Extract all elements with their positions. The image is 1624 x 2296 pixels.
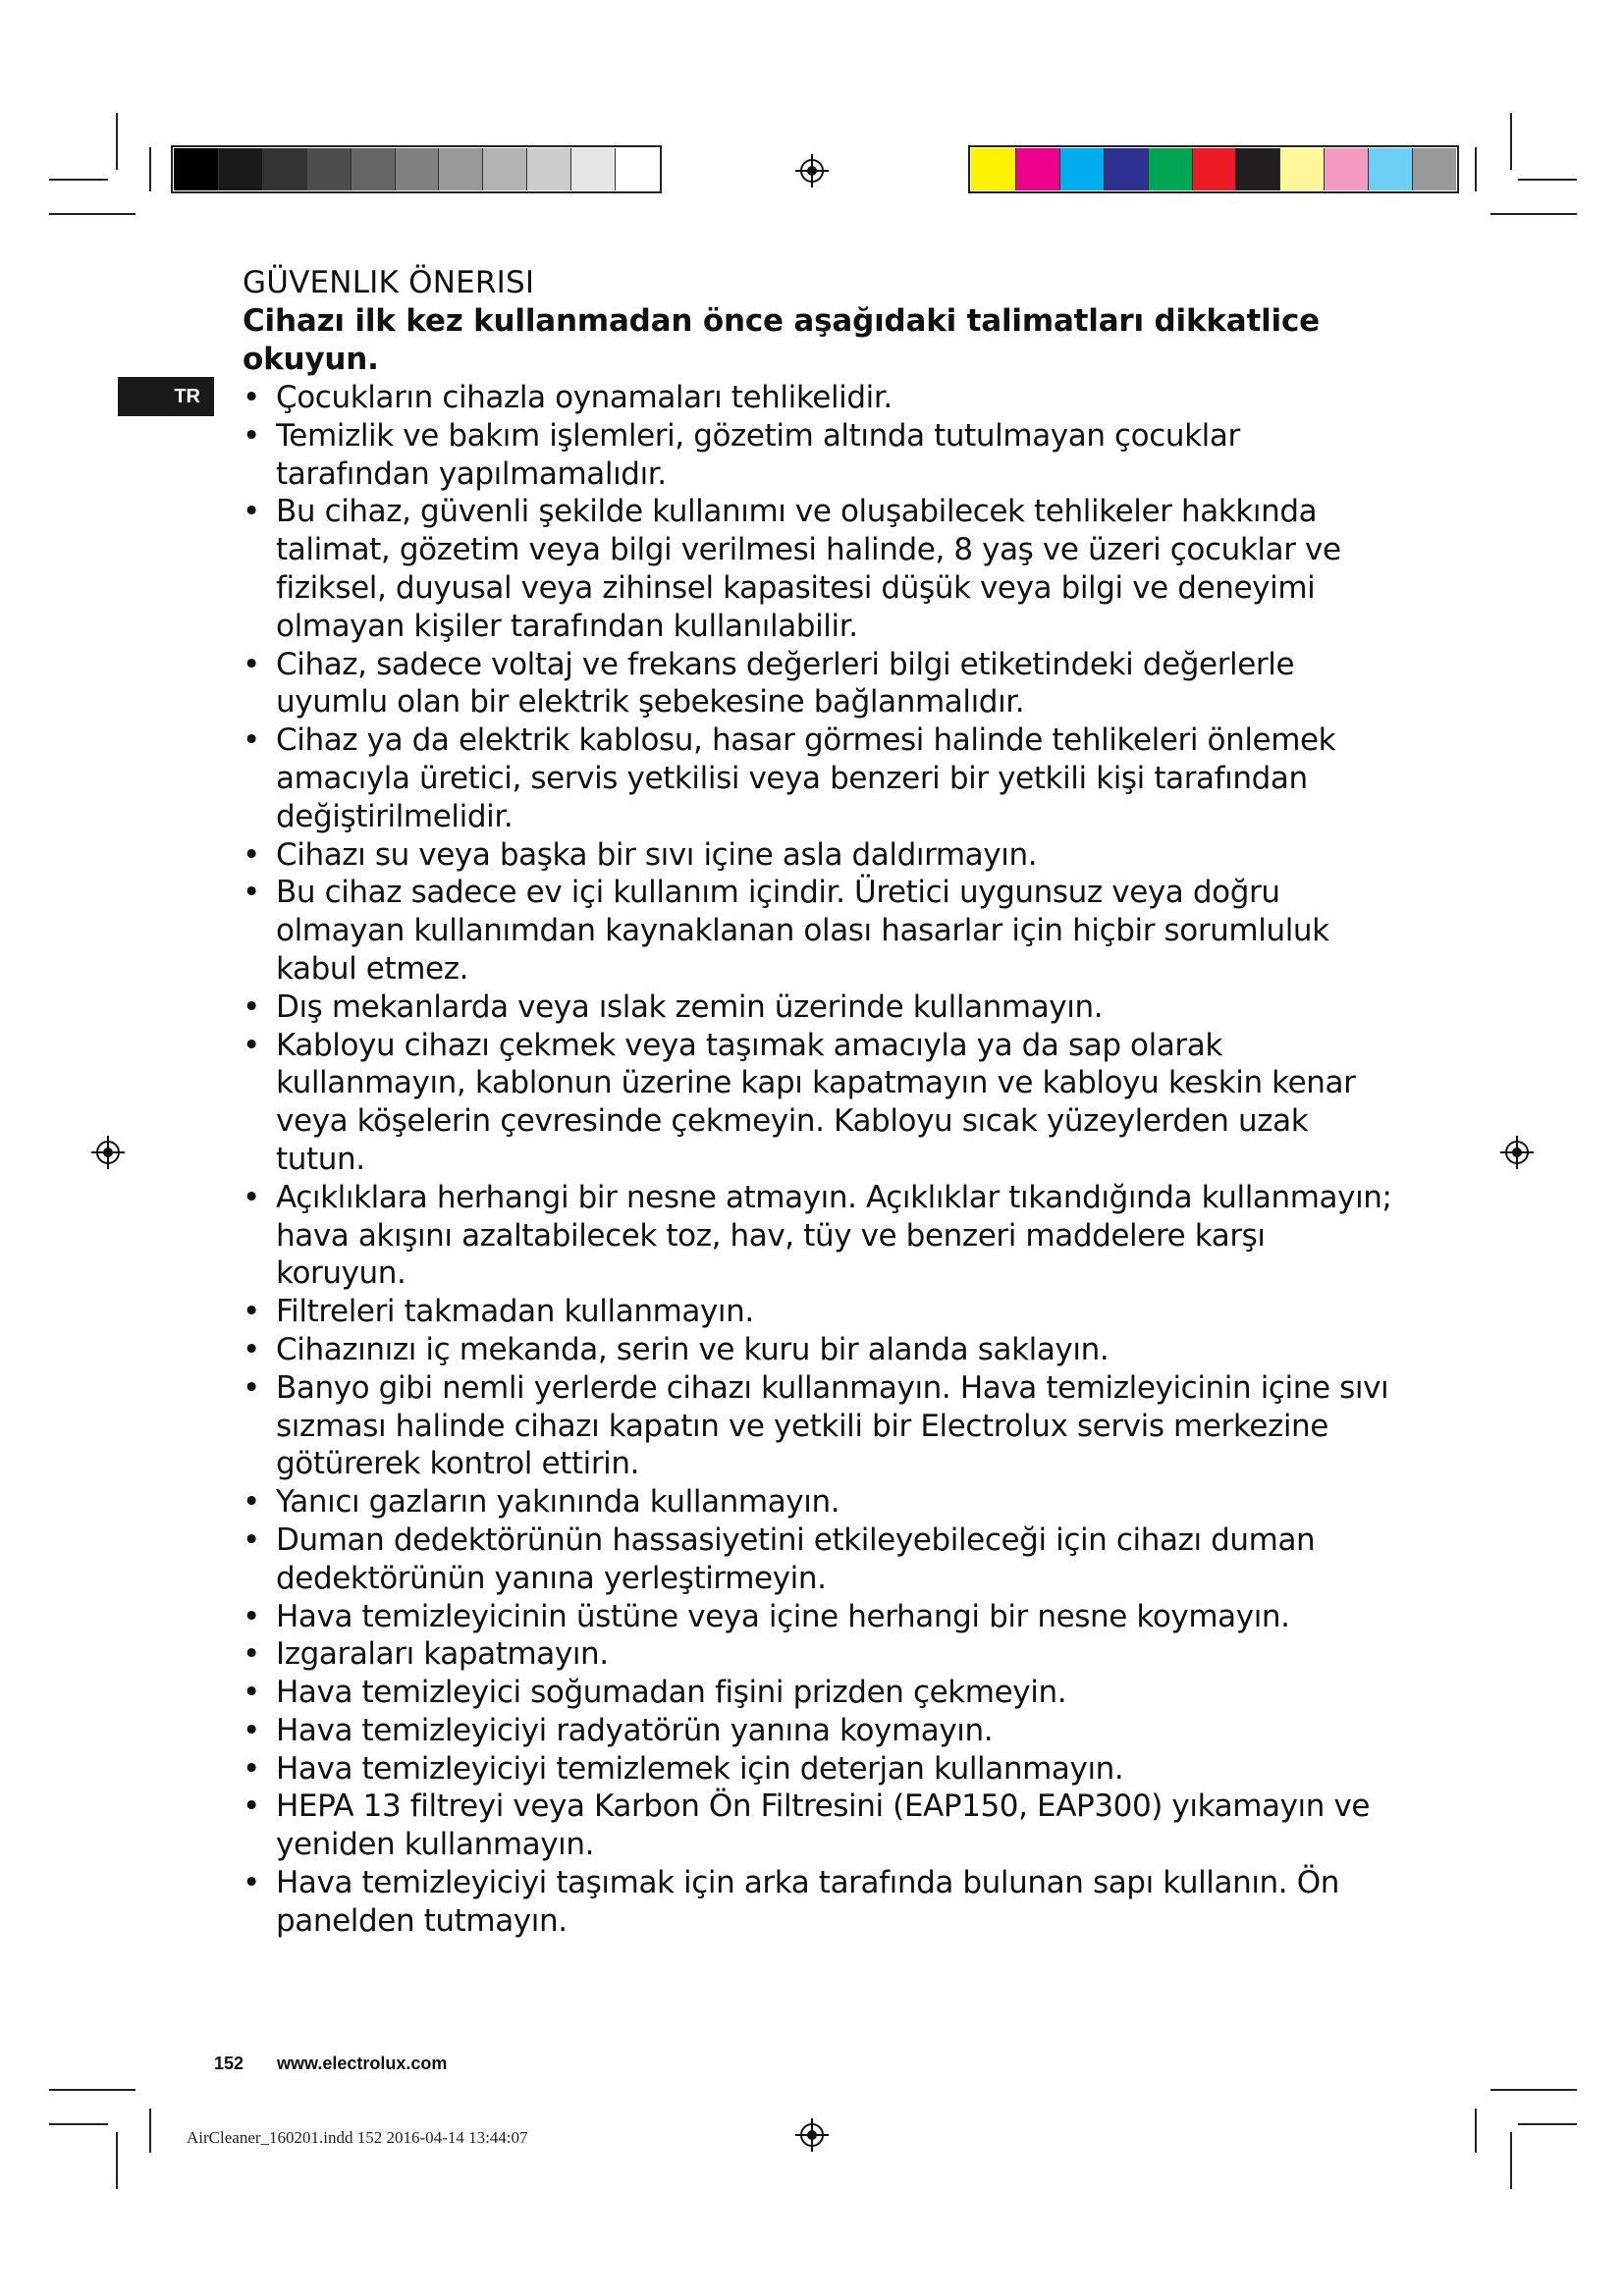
gray-swatch [570,148,615,190]
list-item: • Bu cihaz, güvenli şekilde kullanımı ve oluşabilecek tehlikeler hakkında talimat, gözetim veya bilgi verilmesi halinde, 8 yaş ve üzeri çocuklar ve fiziksel, duyusal veya zihinsel kapasitesi düşük veya bilgi ve deneyimi olmayan kişiler tarafından kullanılabilir. [243,493,1401,645]
list-item: • Cihaz, sadece voltaj ve frekans değerleri bilgi etiketindeki değerlerle uyumlu olan bir elektrik şebekesine bağlanmalıdır. [243,646,1401,722]
list-item: • Hava temizleyiciyi taşımak için arka tarafında bulunan sapı kullanın. Ön panelden tutmayın. [243,1864,1401,1941]
gray-swatch [526,148,570,190]
list-item: • Çocukların cihazla oynamaları tehlikelidir. [243,379,1401,417]
gray-swatch [174,148,218,190]
color-swatch [1148,148,1192,190]
gray-swatch [482,148,526,190]
color-swatch [1279,148,1324,190]
list-item: • Yanıcı gazların yakınında kullanmayın. [243,1483,1401,1522]
registration-mark-icon [91,1136,125,1169]
list-item: • Cihazınızı iç mekanda, serin ve kuru bir alanda saklayın. [243,1331,1401,1369]
list-item: • Hava temizleyicinin üstüne veya içine herhangi bir nesne koymayın. [243,1598,1401,1636]
list-item: • Filtreleri takmadan kullanmayın. [243,1293,1401,1331]
section-heading: GÜVENLIK ÖNERISI [243,265,535,300]
list-item: • Cihazı su veya başka bir sıvı içine asla daldırmayın. [243,836,1401,875]
list-item: • HEPA 13 filtreyi veya Karbon Ön Filtresini (EAP150, EAP300) yıkamayın ve yeniden kullanmayın. [243,1788,1401,1864]
list-item: • Izgaraları kapatmayın. [243,1635,1401,1674]
footer-url: www.electrolux.com [277,2054,448,2073]
safety-list [243,379,1401,1941]
list-item: • Dış mekanlarda veya ıslak zemin üzerinde kullanmayın. [243,988,1401,1027]
color-swatch [1412,148,1456,190]
language-badge: TR [118,377,214,416]
page-number: 152 [214,2054,244,2073]
gray-swatch [306,148,351,190]
color-swatch [971,148,1015,190]
list-item: • Banyo gibi nemli yerlerde cihazı kullanmayın. Hava temizleyicinin içine sıvı sızması halinde cihazı kapatın ve yetkili bir Electrolux servis merkezine götürerek kontrol ettirin. [243,1369,1401,1483]
safety-section [243,263,1401,1941]
gray-swatch [395,148,439,190]
list-item: • Kabloyu cihazı çekmek veya taşımak amacıyla ya da sap olarak kullanmayın, kablonun üzerine kapı kapatmayın ve kabloyu keskin kenar veya köşelerin çevresinde çekmeyin. Kabloyu sıcak yüzeylerden uzak tutun. [243,1027,1401,1179]
gray-swatch [615,148,659,190]
list-item: • Cihaz ya da elektrik kablosu, hasar görmesi halinde tehlikeleri önlemek amacıyla üretici, servis yetkilisi veya benzeri bir yetkili kişi tarafından değiştirilmelidir. [243,721,1401,835]
gray-swatch [218,148,262,190]
color-swatch [1059,148,1104,190]
color-swatch [1368,148,1412,190]
list-item: • Hava temizleyici soğumadan fişini prizden çekmeyin. [243,1674,1401,1712]
print-slug: AirCleaner_160201.indd 152 2016-04-14 13:44:07 [187,2128,528,2147]
registration-mark-icon [795,2118,829,2152]
list-item: • Açıklıklara herhangi bir nesne atmayın. Açıklıklar tıkandığında kullanmayın; hava akışını azaltabilecek toz, hav, tüy ve benzeri maddelere karşı koruyun. [243,1179,1401,1293]
list-item: • Bu cihaz sadece ev içi kullanım içindir. Üretici uygunsuz veya doğru olmayan kullanımdan kaynaklanan olası hasarlar için hiçbir sorumluluk kabul etmez. [243,874,1401,988]
list-item: • Hava temizleyiciyi radyatörün yanına koymayın. [243,1712,1401,1750]
list-item: • Hava temizleyiciyi temizlemek için deterjan kullanmayın. [243,1750,1401,1789]
color-swatch [1235,148,1279,190]
color-swatch [1015,148,1059,190]
gray-swatch [438,148,482,190]
gray-swatch [351,148,395,190]
list-item: • Duman dedektörünün hassasiyetini etkileyebileceği için cihazı duman dedektörünün yanına yerleştirmeyin. [243,1522,1401,1598]
registration-mark-icon [795,154,829,187]
registration-mark-icon [1500,1136,1534,1169]
color-swatch [1104,148,1148,190]
gray-swatch [262,148,306,190]
list-item: • Temizlik ve bakım işlemleri, gözetim altında tutulmayan çocuklar tarafından yapılmamalıdır. [243,417,1401,494]
color-swatch [1192,148,1236,190]
section-subheading: Cihazı ilk kez kullanmadan önce aşağıdaki talimatları dikkatlice okuyun. [243,303,1320,377]
color-swatch [1324,148,1368,190]
